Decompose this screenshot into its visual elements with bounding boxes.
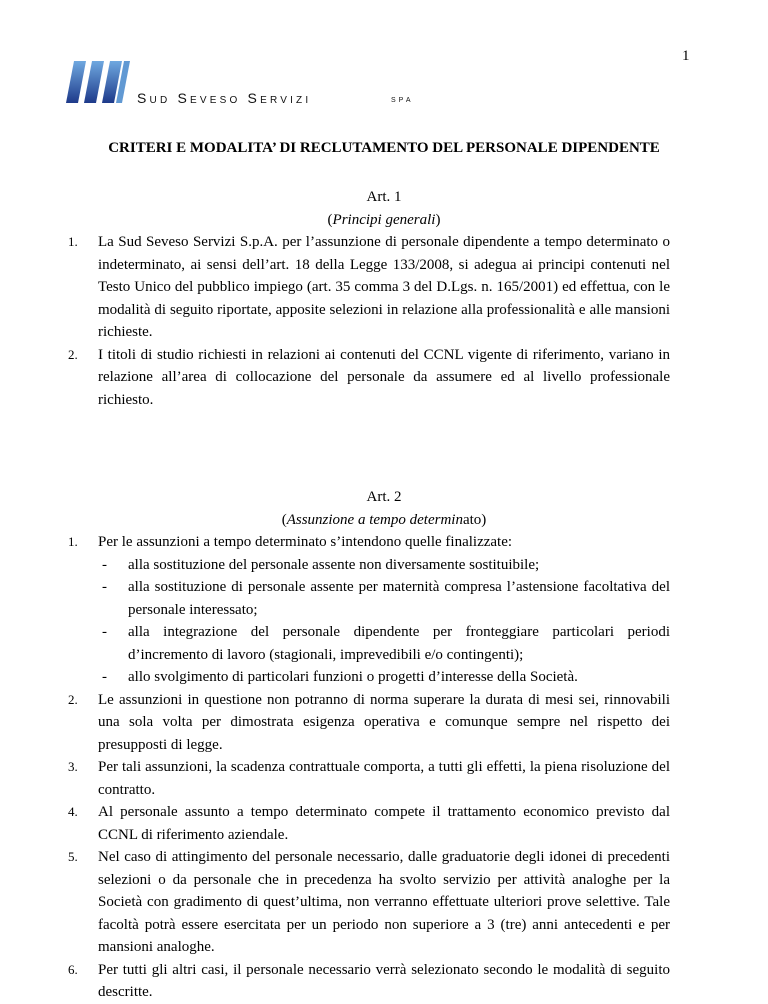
article-2 (0, 486, 768, 1004)
list-item-text: alla sostituzione del personale assente non diversamente sostituibile; (128, 556, 540, 573)
company-logo-suffix: spa (391, 94, 414, 105)
list-item: - alla sostituzione di personale assente per maternità compresa l’astensione facoltativa del personale interessato; (102, 579, 670, 618)
article-1 (0, 186, 768, 411)
paragraph-number: 2. (68, 346, 78, 362)
paragraph-number: 1. (68, 534, 78, 549)
article-2-paragraph (0, 531, 670, 554)
article-1-subtitle: (Principi generali) (327, 211, 441, 228)
paragraph-text: Nel caso di attingimento del personale necessario, dalle graduatorie degli idonei di precedenti selezioni o da personale che in precedenza ha svolto servizio per attività analoghe per la Società con gradimento di quest’ultima, non verranno effettuate ulteriori prove selettive. Tale facoltà potrà essere esercitata per un periodo non superiore a 3 (tre) anni antecedenti e per mansioni analoghe. (98, 849, 670, 955)
paragraph-text: Per tali assunzioni, la scadenza contrattuale comporta, a tutti gli effetti, la piena risoluzione del contratto. (98, 759, 670, 798)
company-logo-name: Sud Seveso Servizi (137, 90, 312, 106)
paragraph-number: 3. (68, 759, 78, 774)
list-item: - alla sostituzione del personale assente non diversamente sostituibile; (102, 556, 540, 573)
paragraph-text: Le assunzioni in questione non potranno di norma superare la durata di mesi sei, rinnovabili una sola volta per dimostrata esigenza operativa e comunque sempre nel rispetto dei presupposti di legge. (98, 691, 670, 753)
article-2-paragraph (0, 846, 670, 959)
page-number: 1 (682, 48, 690, 64)
article-2-number: Art. 2 (366, 489, 402, 505)
paragraph-text: Per le assunzioni a tempo determinato s’intendono quelle finalizzate: (98, 534, 513, 550)
paragraph-number: 1. (68, 234, 78, 249)
company-logo-icon (64, 61, 136, 108)
list-item: - alla integrazione del personale dipendente per fronteggiare particolari periodi d’incremento di lavoro (stagionali, imprevedibili e/o contingenti); (102, 624, 670, 663)
article-2-subtitle: (Assunzione a tempo determinato) (281, 511, 487, 528)
paragraph-text: La Sud Seveso Servizi S.p.A. per l’assunzione di personale dipendente a tempo determinato o indeterminato, ai sensi dell’art. 18 della Legge 133/2008, si adegua ai principi contenuti nel Testo Unico del pubblico impiego (art. 35 comma 3 del D.Lgs. n. 165/2001) ed effettua, con le modalità di seguito riportate, apposite selezioni in relazione alla professionalità e alle mansioni richieste. (98, 234, 670, 340)
paragraph-number: 2. (68, 691, 78, 707)
document-title: CRITERI E MODALITA’ DI RECLUTAMENTO DEL PERSONALE DIPENDENTE (108, 140, 660, 156)
paragraph-text: I titoli di studio richiesti in relazioni ai contenuti del CCNL vigente di riferimento, variano in relazione all’area di collocazione del personale da assumere ed al livello professionale richiesto. (98, 346, 670, 408)
article-1-paragraph (0, 231, 670, 344)
article-1-number: Art. 1 (366, 189, 402, 205)
paragraph-number: 5. (68, 849, 78, 864)
paragraph-text: Per tutti gli altri casi, il personale necessario verrà selezionato secondo le modalità di seguito descritte. (98, 961, 670, 1000)
list-item-text: allo svolgimento di particolari funzioni o progetti d’interesse della Società. (128, 669, 578, 685)
paragraph-number: 4. (68, 804, 78, 819)
paragraph-text: Al personale assunto a tempo determinato compete il trattamento economico previsto dal CCNL di riferimento aziendale. (98, 804, 670, 843)
list-item-text: alla integrazione del personale dipendente per fronteggiare particolari periodi d’incremento di lavoro (stagionali, imprevedibili e/o contingenti); (128, 624, 670, 663)
article-2-paragraph (0, 689, 670, 757)
list-item-text: alla sostituzione di personale assente per maternità compresa l’astensione facoltativa del personale interessato; (128, 579, 670, 618)
article-2-paragraph (0, 756, 670, 801)
article-2-paragraph (0, 959, 670, 1004)
paragraph-number: 6. (68, 961, 78, 977)
list-item: - allo svolgimento di particolari funzioni o progetti d’interesse della Società. (102, 669, 578, 685)
article-2-paragraph (0, 801, 670, 846)
article-1-paragraph (0, 344, 670, 412)
